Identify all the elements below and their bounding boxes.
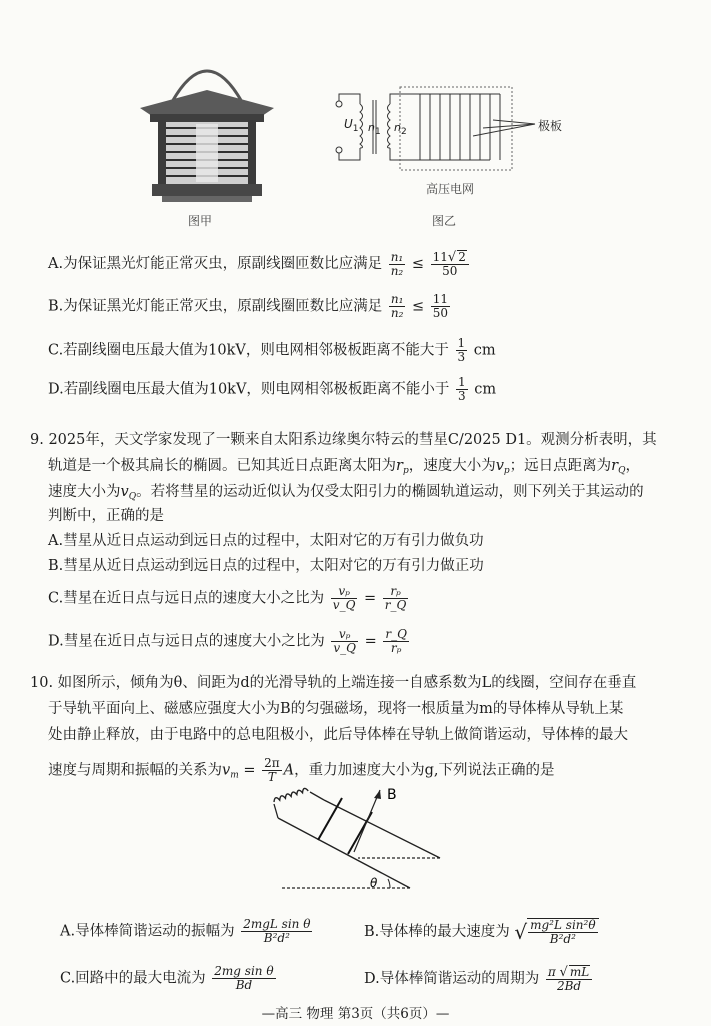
page-footer: —高三 物理 第3页（共6页）—	[261, 1006, 450, 1022]
q9-option-b: B.彗星从近日点运动到远日点的过程中，太阳对它的万有引力做正功	[48, 558, 484, 574]
figure-a-lantern	[132, 50, 282, 210]
q8-option-a: A.为保证黑光灯能正常灭虫，原副线圈匝数比应满足 $\frac{\text{n₁}}{\text{n₂}}$ ≤ $\frac{11√ 2}{50}$	[48, 250, 471, 278]
q9-option-a: A.彗星从近日点运动到远日点的过程中，太阳对它的万有引力做负功	[48, 533, 484, 549]
q9-line-1: 9. 2025年，天文学家发现了一颗来自太阳系边缘奥尔特云的彗星C/2025 D1。观测分析表明，其	[30, 432, 657, 448]
label-theta: θ	[370, 876, 378, 890]
label-b: B	[387, 787, 397, 803]
q10-line-4: 速度与周期和振幅的关系为$v_m$ = $\frac{2\pi}{T}$ A，重力加速度大小为g,下列说法正确的是	[48, 756, 555, 784]
figure-b-caption: 图乙	[432, 214, 457, 228]
q10-line-3: 处由静止释放，由于电路中的总电阻极小，此后导体棒在导轨上做简谐运动，导体棒的最大	[48, 727, 628, 743]
label-u1: $U_1$	[344, 117, 359, 134]
q9-line-4: 判断中，正确的是	[48, 508, 164, 524]
label-n1: $n_1$	[368, 121, 381, 137]
figure-a-caption: 图甲	[188, 214, 213, 228]
q10-option-c: C.回路中的最大电流为 $\frac{\text{2mg sin θ}}{Bd}$	[60, 964, 274, 992]
q8-option-d: D.若副线圈电压最大值为10kV，则电网相邻极板距离不能小于 $\frac{1}{3}$ cm	[48, 375, 497, 403]
label-n2: $n_2$	[394, 121, 407, 137]
q10-line-1: 10. 如图所示，倾角为θ、间距为d的光滑导轨的上端连接一自感系数为L的线圈，空间存在垂直	[30, 675, 637, 691]
q8-option-c: C.若副线圈电压最大值为10kV，则电网相邻极板距离不能大于 $\frac{1}{3}$ cm	[48, 336, 496, 364]
q10-option-d: D.导体棒简谐运动的周期为 $\frac{\pi √ mL}{2Bd}$	[364, 965, 594, 993]
q9-option-c: C.彗星在近日点与远日点的速度大小之比为 $\frac{\text{vₚ}}{v\_Q}$ = $\frac{\text{rₚ}}{r\_Q}$	[48, 584, 407, 612]
q10-line-2: 于导轨平面向上、磁感应强度大小为B的匀强磁场，现将一根质量为m的导体棒从导轨上某	[48, 701, 624, 717]
q9-line-3: 速度大小为$v_Q$。若将彗星的运动近似认为仅受太阳引力的椭圆轨道运动，则下列关于其运动的	[48, 484, 644, 502]
figure-incline	[262, 786, 462, 896]
label-grid: 高压电网	[426, 182, 475, 196]
q8-option-b: B.为保证黑光灯能正常灭虫，原副线圈匝数比应满足 $\frac{\text{n₁}}{\text{n₂}}$ ≤ $\frac{11}{50}$	[48, 292, 449, 320]
label-plates: 极板	[538, 119, 563, 133]
q9-option-d: D.彗星在近日点与远日点的速度大小之比为 $\frac{\text{vₚ}}{v\_Q}$ = $\frac{r\_Q}{\text{rₚ}}$	[48, 627, 407, 655]
q10-option-b: B.导体棒的最大速度为 √ $\frac{\text{mg²L sin²θ}}{\text{B²d²}}$	[364, 918, 601, 946]
q9-line-2: 轨道是一个极其扁长的椭圆。已知其近日点距离太阳为$r_p$，速度大小为$v_p$；远日点距离为$r_Q$，	[48, 458, 640, 476]
q10-option-a: A.导体棒简谐运动的振幅为 $\frac{\text{2mgL sin θ}}{\text{B²d²}}$	[60, 917, 311, 945]
